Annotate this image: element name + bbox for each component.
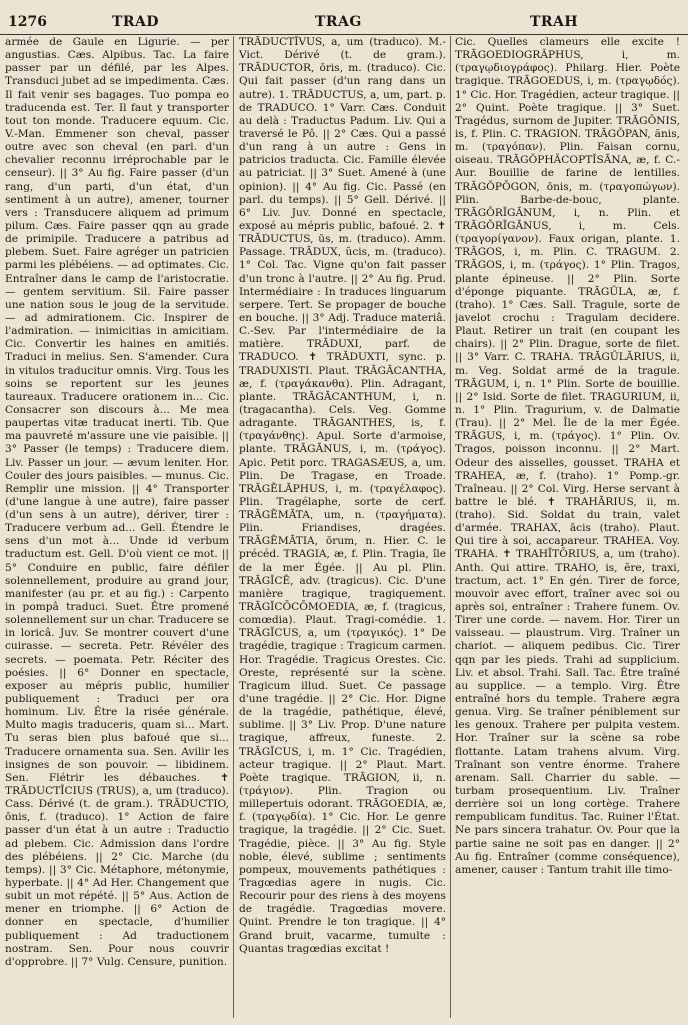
running-head-center: TRAG — [315, 14, 362, 30]
column-text: Cic. Quelles clameurs elle excite ! TRĀGOEDIOGRĂPHUS, i, m. (τραγῳδιογράφος). Philarg. Hier. Poète tragique. TRĀGOEDUS, i, m. (τραγῳδός). 1° Cic. Hor. Tragédien, acteur tragique. || 2° Quint. Poète tragique. || 3° Suet. Tragédus, surnom de Jupiter. TRĀGŌNIS, is, f. Plin. C. TRAGION. TRĀGŎPAN, ănis, m. (τραγόπαν). Plin. Faisan cornu, oiseau. TRĀGŎPHĂCOPTĬSĀNA, æ, f. C.-Aur. Bouillie de farine de lentilles. TRĀGŎPŌGON, ōnis, m. (τραγοπώγων). Plin. Barbe-de-bouc, plante. TRĀGŎRĪGĀNUM, i, n. Plin. et TRĀGŎRĪGĀNUS, i, m. Cels. (τραγορίγανον). Faux origan, plante. 1. TRĀGOS, i, m. Plin. C. TRAGUM. 2. TRĀGOS, i, m. (τράγος). 1° Plin. Tragos, plante épineuse. || 2° Plin. Sorte d'éponge piquante. TRĀGŬLA, æ, f. (traho). 1° Cæs. Sall. Tragule, sorte de javelot crochu : Tragulam decidere. Plaut. Retirer un trait (en coupant les chairs). || 2° Plin. Drague, sorte de filet. || 3° Varr. C. TRAHA. TRĀGŬLĀRIUS, ii, m. Veg. Soldat armé de la tragule. TRĀGUM, i, n. 1° Plin. Sorte de bouillie. || 2° Isid. Sorte de filet. TRAGURIUM, ii, n. 1° Plin. Tragurium, v. de Dalmatie (Trau). || 2° Mel. Île de la mer Égée. TRĀGUS, i, m. (τράγος). 1° Plin. Ov. Tragos, poisson inconnu. || 2° Mart. Odeur des aisselles, gousset. TRAHA et TRAHEA, æ, f. (traho). 1° Pomp.-gr. Traîneau. || 2° Col. Virg. Herse servant à battre le blé. ✝ TRAHĀRIUS, ii, m. (traho). Sid. Soldat du train, valet d'armée. TRAHAX, ācis (traho). Plaut. Qui tire à soi, accapareur. TRAHEA. Voy. TRAHA. ✝ TRAHĪTŌRIUS, a, um (traho). Anth. Qui attire. TRAHO, is, ĕre, traxi, tractum, act. 1° En gén. Tirer de force, mouvoir avec effort, traîner avec soi ou après soi, entraîner : Trahere funem. Ov. Tirer une corde. — navem. Hor. Tirer un vaisseau. — plaustrum. Virg. Traîner un chariot. — aliquem pedibus. Cic. Tirer qqn par les pieds. Trahi ad supplicium. Liv. et absol. Trahi. Sall. Tac. Être traîné au supplice. — a templo. Virg. Être entraîné hors du temple. Trahere ægra genua. Virg. Se traîner péniblement sur les genoux. Trahere per pulpita vestem. Hor. Traîner sur la scène sa robe flottante. Latam trahens alvum. Virg. Traînant son ventre énorme. Trahere arenam. Sall. Charrier du sable. — turbam prosequentium. Liv. Traîner derrière soi un long cortège. Trahere rempublicam funditus. Tac. Ruiner l'État. Ne pars sincera trahatur. Ov. Pour que la partie saine ne soit pas en danger. || 2° Au fig. Entraîner (comme conséquence), amener, causer : Tantum trahit ille timo- — [455, 36, 680, 876]
column-divider — [233, 36, 234, 1018]
column-divider — [450, 36, 451, 1018]
column-text: TRĀDUCTĪVUS, a, um (traduco). M.-Vict. Dérivé (t. de gram.). TRĀDUCTOR, ōris, m. (traduco). Cic. Qui fait passer (d'un rang dans un autre). 1. TRĀDUCTUS, a, um, part. p. de TRADUCO. 1° Varr. Cæs. Conduit au delà : Traductus Padum. Liv. Qui a traversé le Pô. || 2° Cæs. Qui a passé d'un rang à un autre : Gens in patricios traducta. Cic. Famille élevée au patriciat. || 3° Suet. Amené à (une opinion). || 4° Au fig. Cic. Passé (en parl. du temps). || 5° Gell. Dérivé. || 6° Liv. Juv. Donné en spectacle, exposé au mépris public, bafoué. 2. ✝ TRĀDUCTUS, ūs, m. (traduco). Amm. Passage. TRĀDUX, ŭcis, m. (traduco). 1° Col. Tac. Vigne qu'on fait passer d'un tronc à l'autre. || 2° Au fig. Prud. Intermédiaire : In traduces linguarum serpere. Tert. Se propager de bouche en bouche. || 3° Adj. Traduce materiâ. C.-Sev. Par l'intermédiaire de la matière. TRĀDUXI, parf. de TRADUCO. ✝ TRĀDUXTI, sync. p. TRADUXISTI. Plaut. TRĀGĀCANTHA, æ, f. (τραγάκανθα). Plin. Adragant, plante. TRĀGĀCANTHUM, i, n. (tragacantha). Cels. Veg. Gomme adragante. TRĀGANTHES, is, f. (τραγάνθης). Apul. Sorte d'armoise, plante. TRĀGĀNUS, i, m. (τράγος). Apic. Petit porc. TRAGASÆUS, a, um. Plin. De Tragase, en Troade. TRĀGĒLĀPHUS, i, m. (τραγέλαφος). Plin. Tragélaphe, sorte de cerf. TRĀGĒMĀTA, um, n. (τραγήματα). Plin. Friandises, dragées. TRĀGĒMĀTIA, ōrum, n. Hier. C. le précéd. TRAGIA, æ, f. Plin. Tragia, île de la mer Égée. || Au pl. Plin. TRĀGĬCĒ, adv. (tragicus). Cic. D'une manière tragique, tragiquement. TRĀGĬCŌCŌMOEDIA, æ, f. (tragicus, comœdia). Plaut. Tragi-comédie. 1. TRĀGĬCUS, a, um (τραγικός). 1° De tragédie, tragique : Tragicum carmen. Hor. Tragédie. Tragicus Orestes. Cic. Oreste, représenté sur la scène. Tragicum illud. Suet. Ce passage d'une tragédie. || 2° Cic. Hor. Digne de la tragédie, pathétique, élevé, sublime. || 3° Liv. Prop. D'une nature tragique, affreux, funeste. 2. TRĀGĬCUS, i, m. 1° Cic. Tragédien, acteur tragique. || 2° Plaut. Mart. Poète tragique. TRĀGION, ii, n. (τράγιον). Plin. Tragion ou millepertuis odorant. TRĀGOEDIA, æ, f. (τραγῳδία). 1° Cic. Hor. Le genre tragique, la tragédie. || 2° Cic. Suet. Tragédie, pièce. || 3° Au fig. Style noble, élevé, sublime ; sentiments pompeux, mouvements pathétiques : Tragœdias agere in nugis. Cic. Recourir pour des riens à des moyens de tragédie. Tragœdias movere. Quint. Prendre le ton tragique. || 4° Grand bruit, vacarme, tumulte : Quantas tragœdias excitat ! — [239, 36, 446, 955]
text-column-left — [5, 36, 229, 1020]
text-column-right — [455, 36, 680, 1020]
text-column-center — [239, 36, 446, 1020]
page-number: 1276 — [8, 14, 47, 30]
running-head-left: TRAD — [112, 14, 160, 30]
page-header — [0, 10, 688, 35]
running-head-right: TRAH — [530, 14, 579, 30]
column-text: armée de Gaule en Ligurie. — per angustias. Cæs. Alpibus. Tac. La faire passer par un défilé, par les Alpes. Transduci jubet ad se impedimenta. Cæs. Il fait venir ses bagages. Tuo pompa eo traducenda est. Ter. Il faut y transporter tout ton monde. Traducere equum. Cic. V.-Man. Emmener son cheval, passer outre avec son cheval (en parl. d'un chevalier reconnu irréprochable par le censeur). || 3° Au fig. Faire passer (d'un rang, d'un parti, d'un état, d'un sentiment à un autre), amener, tourner vers : Transducere aliquem ad primum pilum. Cæs. Faire passer qqn au grade de primipile. Traducere a patribus ad plebem. Suet. Faire agréger un patricien parmi les plébéiens. — ad optimates. Cic. Entraîner dans le camp de l'aristocratie. — gentem servitium. Sil. Faire passer une nation sous le joug de la servitude. — ad admirationem. Cic. Inspirer de l'admiration. — inimicitias in amicitiam. Cic. Convertir les haines en amitiés. Traduci in melius. Sen. S'amender. Cura in vitulos traducitur omnis. Virg. Tous les soins se reportent sur les jeunes taureaux. Traducere orationem in... Cic. Consacrer son discours à... Me mea paupertas vitæ traducat inerti. Tib. Que ma pauvreté m'assure une vie paisible. || 3° Passer (le temps) : Traducere diem. Liv. Passer un jour. — ævum leniter. Hor. Couler des jours paisibles. — munus. Cic. Remplir une mission. || 4° Transporter (d'une langue à une autre), faire passer (d'un sens à un autre), dériver, tirer : Traducere verbum ad... Gell. Étendre le sens d'un mot à... Unde id verbum traductum est. Gell. D'où vient ce mot. || 5° Conduire en public, faire défiler solennellement, produire au grand jour, manifester (au pr. et au fig.) : Carpento in pompâ traduci. Suet. Être promené solennellement sur un char. Traducere se in loricâ. Juv. Se montrer couvert d'une cuirasse. — secreta. Petr. Révéler des secrets. — poemata. Petr. Réciter des poésies. || 6° Donner en spectacle, exposer au mépris public, humilier publiquement : Traduci per ora hominum. Liv. Être la risée générale. Multo magis traduceris, quam si... Mart. Tu seras bien plus bafoué que si... Traducere ornamenta sua. Sen. Avilir les insignes de son pouvoir. — libidinem. Sen. Flétrir les débauches. ✝ TRĀDUCTĪCIUS (TRUS), a, um (traduco). Cass. Dérivé (t. de gram.). TRĀDUCTIO, ōnis, f. (traduco). 1° Action de faire passer d'un état à un autre : Traductio ad plebem. Cic. Admission dans l'ordre des plébéiens. || 2° Cic. Marche (du temps). || 3° Cic. Métaphore, métonymie, hyperbate. || 4° Ad Her. Changement que subit un mot répété. || 5° Aus. Action de mener en triomphe. || 6° Action de donner en spectacle, d'humilier publiquement : Ad traductionem nostram. Sen. Pour nous couvrir d'opprobre. || 7° Vulg. Censure, punition. — [5, 36, 229, 968]
